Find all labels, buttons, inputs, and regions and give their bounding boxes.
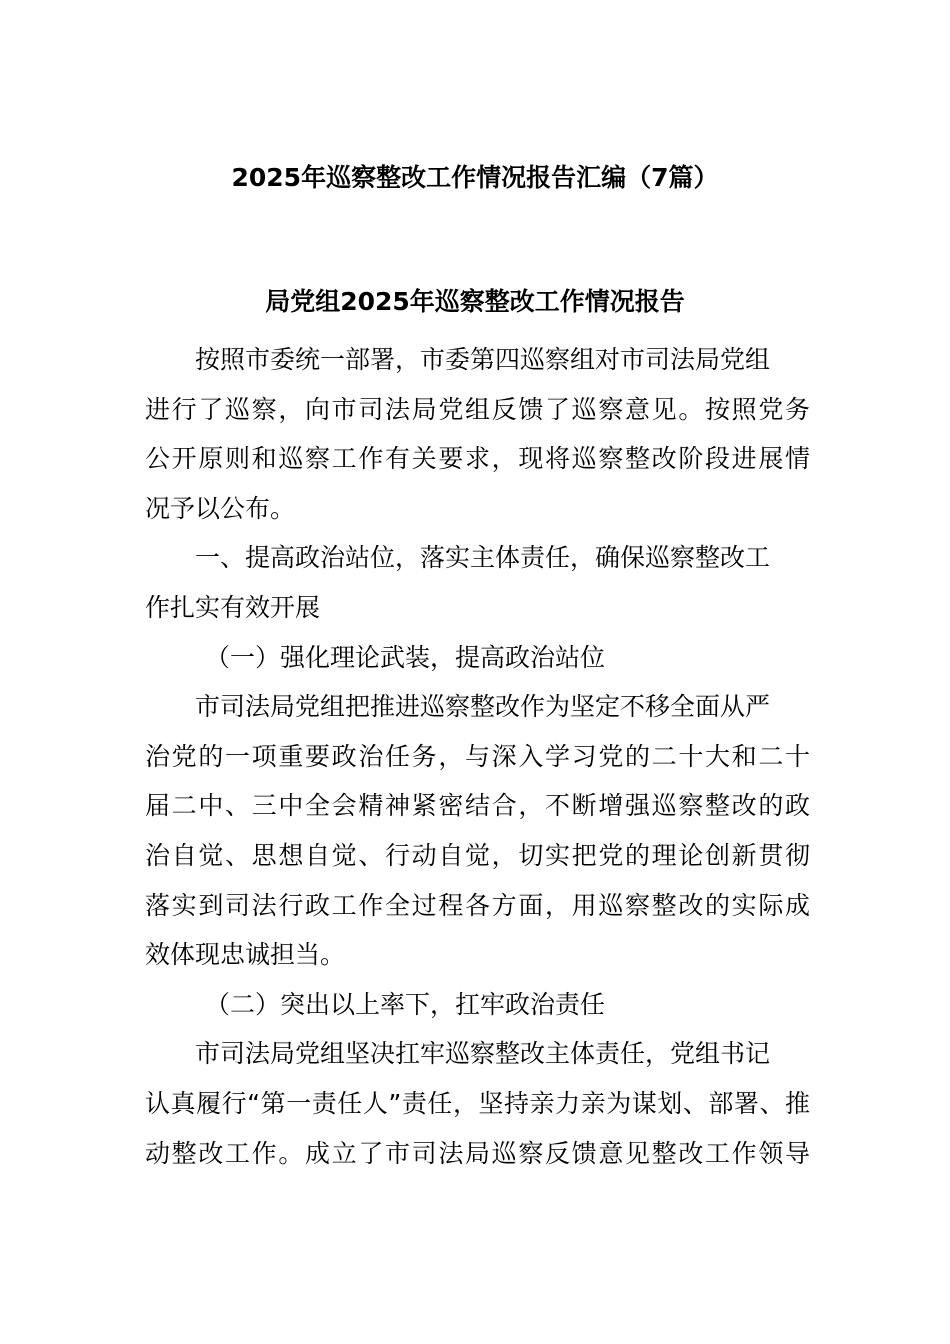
subsection-heading: （一）强化理论武装，提高政治站位: [205, 642, 606, 672]
paragraph-line: 落实到司法行政工作全过程各方面，用巡察整改的实际成: [145, 890, 810, 920]
paragraph-line: 进行了巡察，向市司法局党组反馈了巡察意见。按照党务: [145, 394, 810, 424]
paragraph-line: 效体现忠诚担当。: [145, 940, 346, 970]
document-title: 2025年巡察整改工作情况报告汇编（7篇）: [231, 163, 719, 192]
subsection-heading: （二）突出以上率下，扛牢政治责任: [205, 989, 606, 1019]
paragraph-line: 届二中、三中全会精神紧密结合，不断增强巡察整改的政: [145, 791, 810, 821]
section-heading-line: 一、提高政治站位，落实主体责任，确保巡察整改工: [195, 543, 771, 573]
paragraph-line: 按照市委统一部署，市委第四巡察组对市司法局党组: [195, 345, 771, 374]
report-subtitle: 局党组2025年巡察整改工作情况报告: [265, 287, 685, 316]
paragraph-line: 市司法局党组坚决扛牢巡察整改主体责任，党组书记: [195, 1039, 771, 1069]
paragraph-line: 动整改工作。成立了市司法局巡察反馈意见整改工作领导: [145, 1138, 810, 1168]
paragraph-line: 治党的一项重要政治任务，与深入学习党的二十大和二十: [145, 741, 810, 771]
paragraph-line: 治自觉、思想自觉、行动自觉，切实把党的理论创新贯彻: [145, 840, 810, 870]
paragraph-line: 认真履行“第一责任人”责任，坚持亲力亲为谋划、部署、推: [145, 1088, 810, 1118]
paragraph-line: 况予以公布。: [145, 493, 296, 523]
report-body: [145, 335, 810, 1178]
section-heading-line: 作扎实有效开展: [145, 592, 321, 622]
paragraph-line: 公开原则和巡察工作有关要求，现将巡察整改阶段进展情: [145, 444, 810, 474]
paragraph-line: 市司法局党组把推进巡察整改作为坚定不移全面从严: [195, 692, 771, 722]
